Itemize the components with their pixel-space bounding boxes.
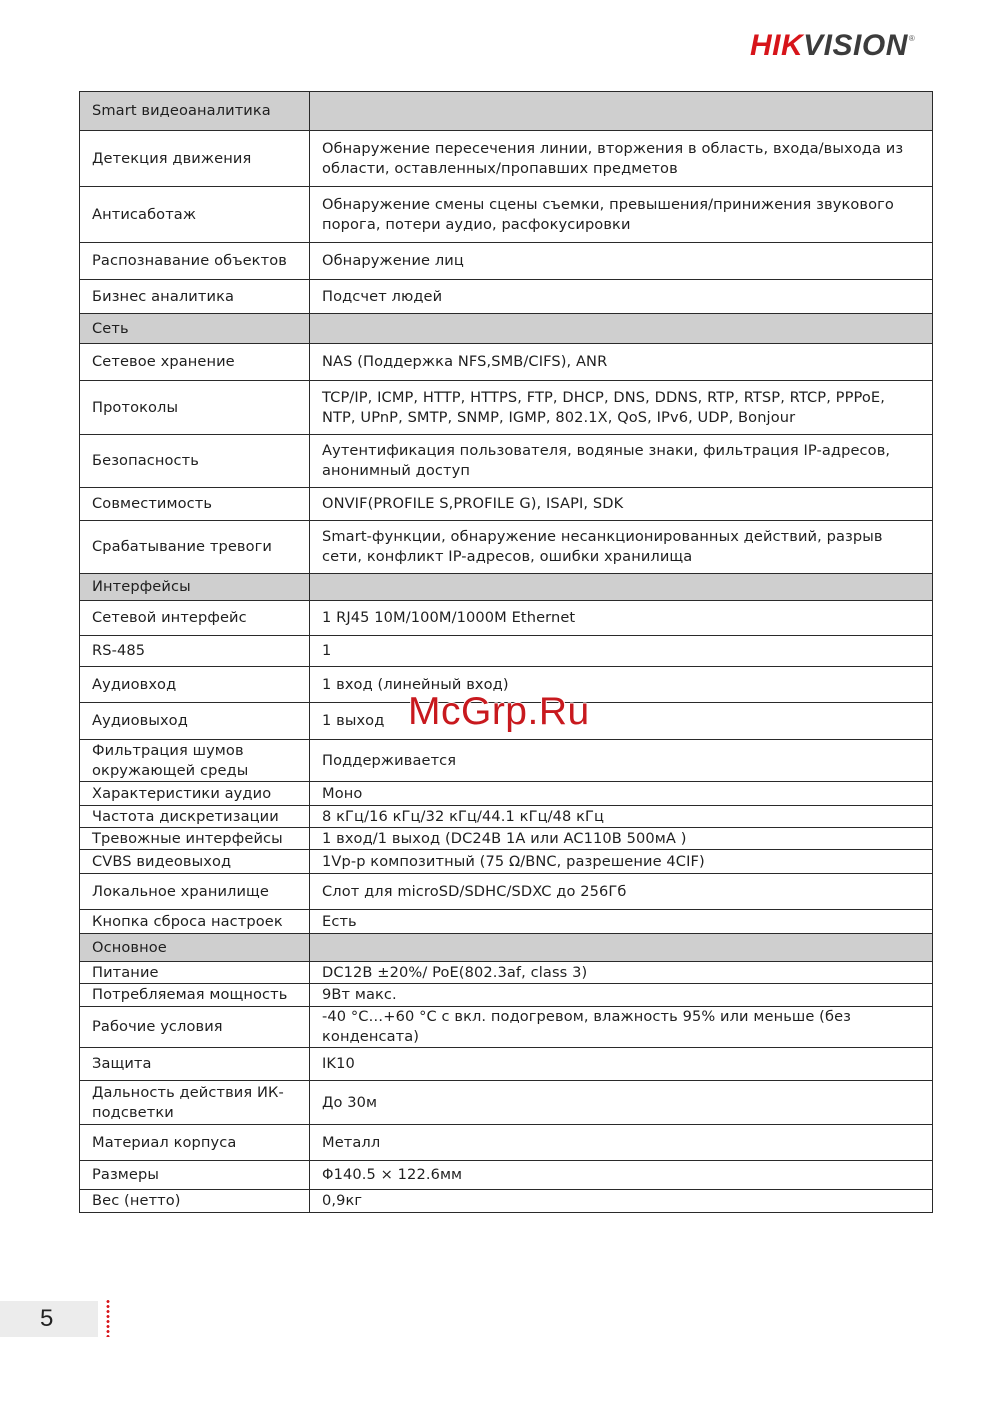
- section-title: Smart видеоаналитика: [80, 92, 310, 131]
- section-empty-cell: [310, 934, 933, 962]
- spec-value: ONVIF(PROFILE S,PROFILE G), ISAPI, SDK: [310, 488, 933, 521]
- spec-label: RS-485: [80, 636, 310, 667]
- spec-value: Есть: [310, 910, 933, 934]
- page-number: 5: [40, 1305, 54, 1332]
- spec-value: IK10: [310, 1048, 933, 1081]
- spec-label: Сетевое хранение: [80, 344, 310, 381]
- watermark: McGrp.Ru: [408, 690, 590, 733]
- spec-row: [80, 984, 933, 1007]
- spec-row: [80, 243, 933, 280]
- spec-value: 1: [310, 636, 933, 667]
- spec-label: Дальность действия ИК-подсветки: [80, 1081, 310, 1125]
- spec-table: [79, 91, 933, 1213]
- spec-value: Слот для microSD/SDHC/SDXC до 256Гб: [310, 874, 933, 910]
- spec-value: Обнаружение смены сцены съемки, превышения/принижения звукового порога, потери аудио, расфокусировки: [310, 187, 933, 243]
- spec-label: Безопасность: [80, 435, 310, 488]
- spec-label: Рабочие условия: [80, 1007, 310, 1048]
- spec-value: 1 RJ45 10M/100M/1000M Ethernet: [310, 601, 933, 636]
- section-header-row: [80, 934, 933, 962]
- spec-label: CVBS видеовыход: [80, 850, 310, 874]
- spec-label: Сетевой интерфейс: [80, 601, 310, 636]
- spec-label: Распознавание объектов: [80, 243, 310, 280]
- spec-row: [80, 850, 933, 874]
- spec-label: Срабатывание тревоги: [80, 521, 310, 574]
- spec-row: [80, 1007, 933, 1048]
- spec-label: Частота дискретизации: [80, 806, 310, 828]
- spec-value: DC12В ±20%/ PoE(802.3af, class 3): [310, 962, 933, 984]
- spec-row: [80, 806, 933, 828]
- spec-row: [80, 1125, 933, 1161]
- spec-value: Φ140.5 × 122.6мм: [310, 1161, 933, 1190]
- spec-row: [80, 381, 933, 435]
- spec-label: Детекция движения: [80, 131, 310, 187]
- spec-label: Антисаботаж: [80, 187, 310, 243]
- spec-value: Обнаружение пересечения линии, вторжения в область, входа/выхода из области, оставленных/пропавших предметов: [310, 131, 933, 187]
- spec-value: -40 °C…+60 °C с вкл. подогревом, влажность 95% или меньше (без конденсата): [310, 1007, 933, 1048]
- spec-row: [80, 344, 933, 381]
- spec-row: [80, 1190, 933, 1213]
- spec-label: Питание: [80, 962, 310, 984]
- section-header-row: [80, 314, 933, 344]
- spec-value: 1 вход (линейный вход): [310, 667, 933, 703]
- spec-table-body: [80, 92, 933, 1213]
- spec-value: Smart-функции, обнаружение несанкционированных действий, разрыв сети, конфликт IP-адресов, ошибки хранилища: [310, 521, 933, 574]
- spec-value: 1Vp-p композитный (75 Ω/BNC, разрешение 4CIF): [310, 850, 933, 874]
- section-empty-cell: [310, 92, 933, 131]
- spec-row: [80, 910, 933, 934]
- spec-row: [80, 667, 933, 703]
- spec-value: 0,9кг: [310, 1190, 933, 1213]
- spec-value: До 30м: [310, 1081, 933, 1125]
- section-header-row: [80, 574, 933, 601]
- spec-value: Аутентификация пользователя, водяные знаки, фильтрация IP-адресов, анонимный доступ: [310, 435, 933, 488]
- spec-value: 9Вт макс.: [310, 984, 933, 1007]
- spec-row: [80, 187, 933, 243]
- spec-value: Подсчет людей: [310, 280, 933, 314]
- spec-label: Материал корпуса: [80, 1125, 310, 1161]
- logo-vision: VISION: [803, 29, 908, 62]
- spec-row: [80, 782, 933, 806]
- section-empty-cell: [310, 314, 933, 344]
- spec-value: Обнаружение лиц: [310, 243, 933, 280]
- spec-row: [80, 131, 933, 187]
- section-title: Интерфейсы: [80, 574, 310, 601]
- spec-label: Бизнес аналитика: [80, 280, 310, 314]
- spec-row: [80, 703, 933, 740]
- spec-row: [80, 828, 933, 850]
- section-title: Сеть: [80, 314, 310, 344]
- spec-row: [80, 1161, 933, 1190]
- spec-label: Размеры: [80, 1161, 310, 1190]
- spec-label: Локальное хранилище: [80, 874, 310, 910]
- logo-hik: HIK: [750, 29, 804, 62]
- spec-value: 1 выход: [310, 703, 933, 740]
- spec-row: [80, 488, 933, 521]
- spec-row: [80, 1048, 933, 1081]
- spec-value: Металл: [310, 1125, 933, 1161]
- logo-wordmark: [750, 26, 908, 66]
- spec-value: NAS (Поддержка NFS,SMB/CIFS), ANR: [310, 344, 933, 381]
- spec-row: [80, 636, 933, 667]
- spec-row: [80, 874, 933, 910]
- spec-value: 1 вход/1 выход (DC24В 1А или AC110В 500мА ): [310, 828, 933, 850]
- section-title: Основное: [80, 934, 310, 962]
- spec-value: TCP/IP, ICMP, HTTP, HTTPS, FTP, DHCP, DNS, DDNS, RTP, RTSP, RTCP, PPPoE, NTP, UPnP, SMTP, SNMP, IGMP, 802.1X, QoS, IPv6, UDP, Bonjour: [310, 381, 933, 435]
- section-header-row: [80, 92, 933, 131]
- spec-row: [80, 280, 933, 314]
- spec-row: [80, 521, 933, 574]
- footer-dots-divider: [106, 1299, 110, 1337]
- spec-value: Поддерживается: [310, 740, 933, 782]
- spec-row: [80, 601, 933, 636]
- spec-label: Совместимость: [80, 488, 310, 521]
- spec-label: Фильтрация шумов окружающей среды: [80, 740, 310, 782]
- spec-value: Моно: [310, 782, 933, 806]
- spec-row: [80, 1081, 933, 1125]
- spec-label: Кнопка сброса настроек: [80, 910, 310, 934]
- registered-mark: ®: [908, 34, 915, 43]
- spec-label: Протоколы: [80, 381, 310, 435]
- hikvision-logo: [750, 26, 960, 70]
- spec-label: Тревожные интерфейсы: [80, 828, 310, 850]
- spec-label: Защита: [80, 1048, 310, 1081]
- spec-label: Аудиовход: [80, 667, 310, 703]
- spec-label: Потребляемая мощность: [80, 984, 310, 1007]
- spec-row: [80, 740, 933, 782]
- spec-label: Вес (нетто): [80, 1190, 310, 1213]
- spec-row: [80, 962, 933, 984]
- section-empty-cell: [310, 574, 933, 601]
- spec-row: [80, 435, 933, 488]
- spec-label: Аудиовыход: [80, 703, 310, 740]
- spec-value: 8 кГц/16 кГц/32 кГц/44.1 кГц/48 кГц: [310, 806, 933, 828]
- spec-label: Характеристики аудио: [80, 782, 310, 806]
